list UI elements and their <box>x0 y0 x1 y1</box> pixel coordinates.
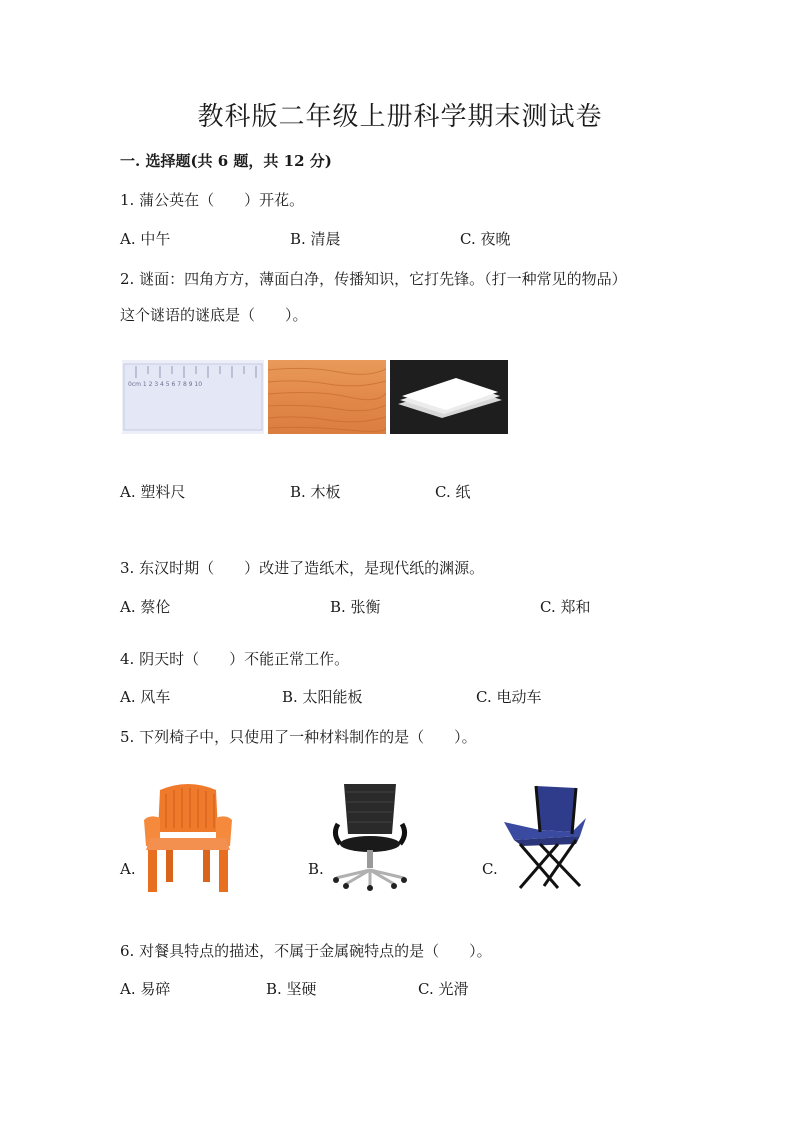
q3-option-c[interactable]: C. 郑和 <box>540 598 591 616</box>
question-5: 5. 下列椅子中，只使用了一种材料制作的是（ ）。 <box>120 728 477 746</box>
q5-option-c[interactable]: C. <box>482 860 498 878</box>
q2-option-c[interactable]: C. 纸 <box>435 483 471 501</box>
q1-option-a[interactable]: A. 中午 <box>120 230 171 248</box>
office-chair-image <box>330 780 410 892</box>
wood-board-image <box>268 360 386 434</box>
question-2: 2. 谜面：四角方方，薄面白净，传播知识，它打先锋。（打一种常见的物品） <box>120 270 627 288</box>
q6-option-a[interactable]: A. 易碎 <box>120 980 171 998</box>
q4-option-c[interactable]: C. 电动车 <box>476 688 542 706</box>
q4-option-a[interactable]: A. 风车 <box>120 688 171 706</box>
section-heading: 一. 选择题(共 6 题，共 12 分) <box>120 152 332 170</box>
question-6: 6. 对餐具特点的描述，不属于金属碗特点的是（ ）。 <box>120 942 492 960</box>
paper-image <box>390 360 508 434</box>
q6-option-c[interactable]: C. 光滑 <box>418 980 469 998</box>
ruler-image <box>122 360 264 434</box>
question-1: 1. 蒲公英在（ ）开花。 <box>120 191 305 209</box>
q4-option-b[interactable]: B. 太阳能板 <box>282 688 363 706</box>
question-4: 4. 阴天时（ ）不能正常工作。 <box>120 650 350 668</box>
q2-option-b[interactable]: B. 木板 <box>290 483 341 501</box>
q5-option-b[interactable]: B. <box>308 860 324 878</box>
question-3: 3. 东汉时期（ ）改进了造纸术，是现代纸的渊源。 <box>120 559 485 577</box>
q1-option-b[interactable]: B. 清晨 <box>290 230 341 248</box>
q2-option-a[interactable]: A. 塑料尺 <box>120 483 186 501</box>
q6-option-b[interactable]: B. 坚硬 <box>266 980 317 998</box>
q1-option-c[interactable]: C. 夜晚 <box>460 230 511 248</box>
question-2-line2: 这个谜语的谜底是（ ）。 <box>120 306 308 324</box>
q5-option-a[interactable]: A. <box>120 860 136 878</box>
folding-chair-image <box>500 782 590 892</box>
ruler-scale-text: 0cm 1 2 3 4 5 6 7 8 9 10 <box>128 381 203 388</box>
plastic-chair-image <box>140 780 236 894</box>
page-title: 教科版二年级上册科学期末测试卷 <box>197 102 603 132</box>
q3-option-a[interactable]: A. 蔡伦 <box>120 598 171 616</box>
q3-option-b[interactable]: B. 张衡 <box>330 598 381 616</box>
